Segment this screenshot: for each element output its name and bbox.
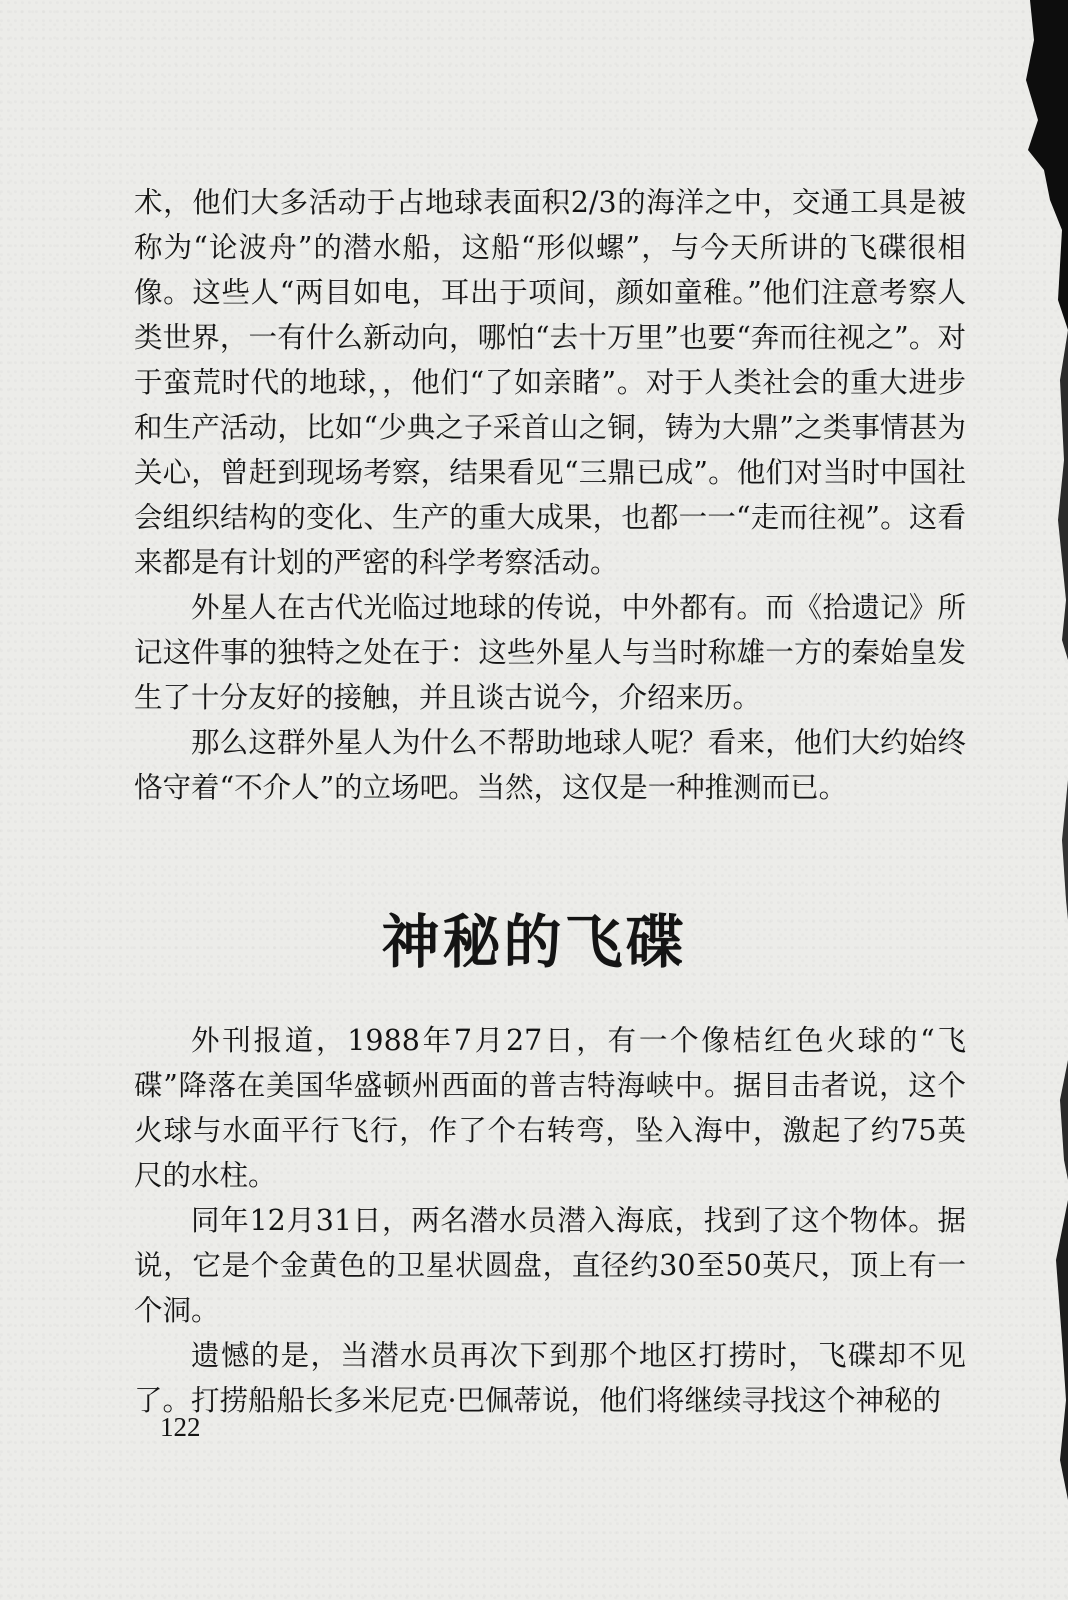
paragraph: 那么这群外星人为什么不帮助地球人呢？看来，他们大约始终恪守着“不介人”的立场吧。当然，这仅是一种推测而已。 (134, 726, 966, 804)
paragraph: 外刊报道，1988年7月27日，有一个像桔红色火球的“飞碟”降落在美国华盛顿州西面的普吉特海峡中。据目击者说，这个火球与水面平行飞行，作了个右转弯，坠入海中，激起了约75英尺的水柱。 (134, 1024, 966, 1192)
paragraph: 外星人在古代光临过地球的传说，中外都有。而《拾遗记》所记这件事的独特之处在于：这些外星人与当时称雄一方的秦始皇发生了十分友好的接触，并且谈古说今，介绍来历。 (134, 591, 966, 714)
body-text-bottom (134, 1018, 966, 1423)
paragraph: 术，他们大多活动于占地球表面积2/3的海洋之中，交通工具是被称为“论波舟”的潜水船，这船“形似螺”，与今天所讲的飞碟很相像。这些人“两目如电，耳出于项间，颜如童稚。”他们注意考察人类世界，一有什么新动向，哪怕“去十万里”也要“奔而往视之”。对于蛮荒时代的地球，，他们“了如亲睹”。对于人类社会的重大进步和生产活动，比如“少典之子采首山之铜，铸为大鼎”之类事情甚为关心，曾赶到现场考察，结果看见“三鼎已成”。他们对当时中国社会组织结构的变化、生产的重大成果，也都一一“走而往视”。这看来都是有计划的严密的科学考察活动。 (134, 186, 966, 579)
body-text-top (134, 180, 966, 810)
torn-page-edge (978, 0, 1068, 1600)
paragraph: 遗憾的是，当潜水员再次下到那个地区打捞时，飞碟却不见了。打捞船船长多米尼克·巴佩蒂说，他们将继续寻找这个神秘的 (134, 1339, 966, 1417)
page-number: 122 (160, 1412, 201, 1442)
section-heading: 神秘的飞碟 (381, 908, 687, 976)
paragraph: 同年12月31日，两名潜水员潜入海底，找到了这个物体。据说，它是个金黄色的卫星状圆盘，直径约30至50英尺，顶上有一个洞。 (134, 1204, 966, 1327)
